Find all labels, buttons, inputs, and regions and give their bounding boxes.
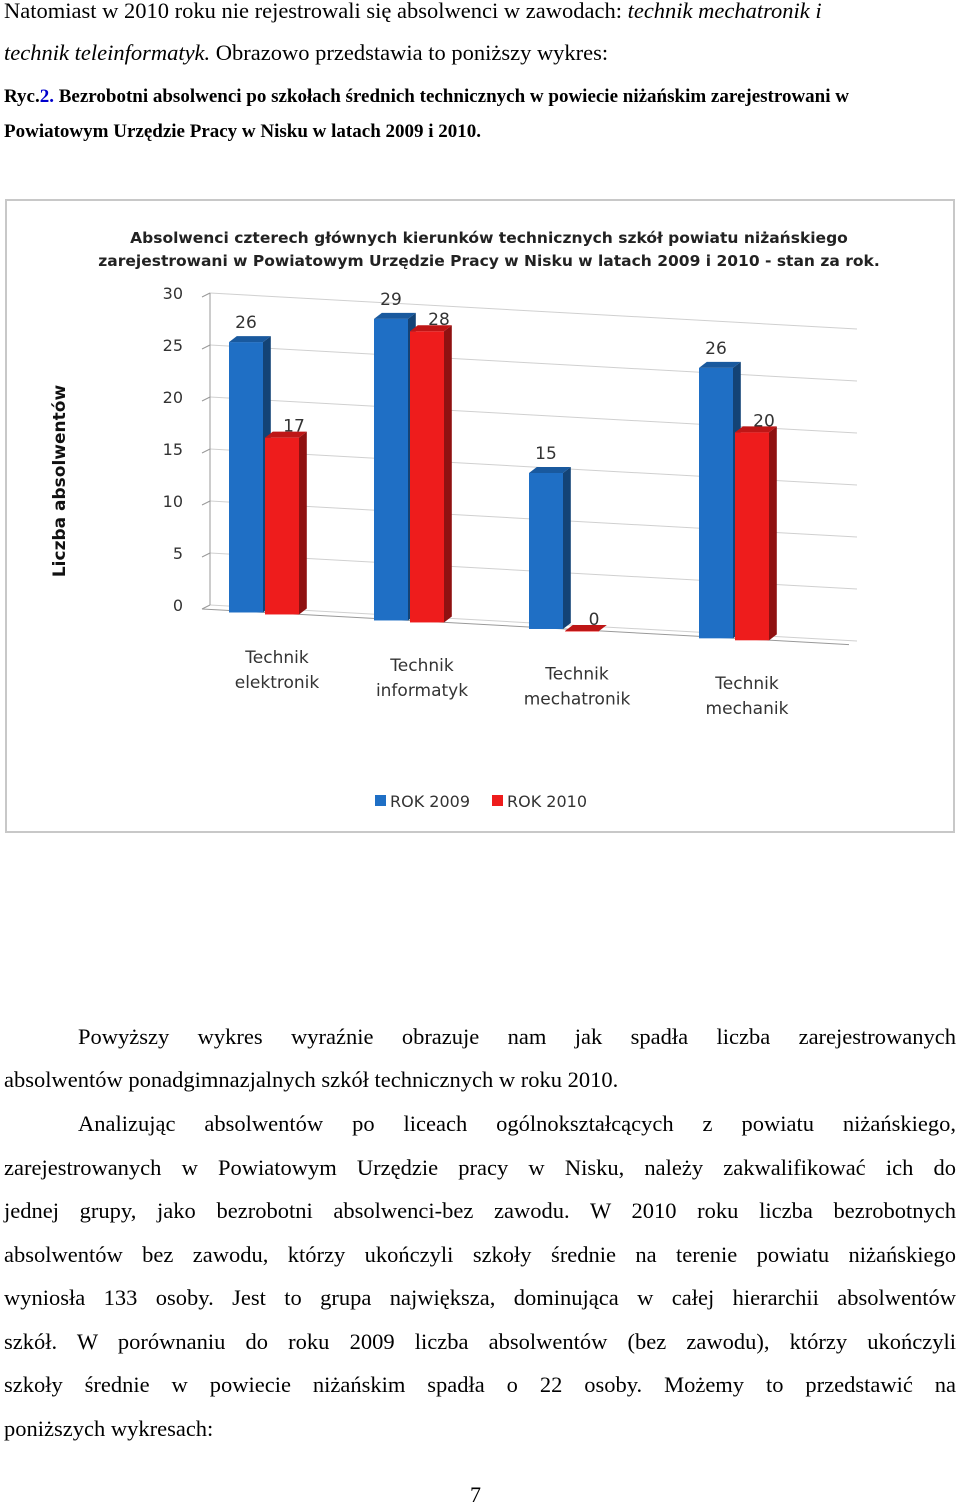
line1-plain: Natomiast w 2010 roku nie rejestrowali się absolwenci w zawodach: <box>4 0 628 23</box>
gridline <box>210 293 857 329</box>
y-tick <box>202 345 210 349</box>
chart-title-line-1: Absolwenci czterech głównych kierunków technicznych szkół powiatu niżańskiego <box>130 229 848 247</box>
bar-value-label: 17 <box>283 416 305 437</box>
y-tick <box>202 553 210 557</box>
y-tick <box>202 449 210 453</box>
para1-line-1: Powyższy wykres wyraźnie obrazuje nam jak spadła liczba zarejestrowanych <box>78 1024 956 1049</box>
text-line-2 <box>4 38 956 68</box>
y-tick-label: 30 <box>162 284 183 303</box>
x-category-label: Technik <box>715 673 779 694</box>
x-category-label: Technik <box>545 664 609 685</box>
bar-side <box>769 426 777 640</box>
figure-caption-line-2 <box>4 117 956 147</box>
figure-caption-line-1 <box>4 82 956 112</box>
y-tick <box>202 501 210 505</box>
bar-value-label: 28 <box>428 310 450 331</box>
para1-line-2: absolwentów ponadgimnazjalnych szkół technicznych w roku 2010. <box>4 1067 619 1092</box>
y-tick-label: 20 <box>162 388 183 407</box>
caption-text-2: Powiatowym Urzędzie Pracy w Nisku w latach 2009 i 2010. <box>4 121 482 142</box>
bar-side <box>299 432 307 615</box>
bar-rok-2010 <box>265 438 299 615</box>
para2-line-4: absolwentów bez zawodu, którzy ukończyli szkoły średnie na terenie powiatu niżańskiego <box>4 1242 956 1267</box>
y-tick-label: 5 <box>172 544 183 563</box>
legend-label: ROK 2009 <box>390 792 471 811</box>
legend-label: ROK 2010 <box>507 792 588 811</box>
line1-italic: technik mechatronik i <box>627 0 822 23</box>
para2-line-2: zarejestrowanych w Powiatowym Urzędzie pracy w Nisku, należy zakwalifikować ich do <box>4 1155 956 1180</box>
line2-italic: technik teleinformatyk. <box>4 40 211 65</box>
page-number: 7 <box>470 1482 481 1507</box>
y-tick-label: 15 <box>162 440 183 459</box>
bar-value-label: 0 <box>588 609 600 630</box>
bar-value-label: 26 <box>705 338 727 359</box>
y-tick-label: 0 <box>172 596 183 615</box>
bar-rok-2009 <box>529 473 563 629</box>
bar-rok-2010 <box>735 432 769 640</box>
y-tick <box>202 397 210 401</box>
x-category-label: informatyk <box>375 681 469 702</box>
y-tick-label: 25 <box>162 336 183 355</box>
gridline <box>210 345 857 381</box>
bar-value-label: 20 <box>753 411 775 432</box>
caption-tag: Ryc. <box>4 86 40 107</box>
para2-line-7: szkoły średnie w powiecie niżańskim spadła o 22 osoby. Możemy to przedstawić na <box>4 1372 956 1397</box>
bar-chart <box>5 199 955 833</box>
bar-chart-svg <box>7 201 957 835</box>
para2-line-5: wyniosła 133 osoby. Jest to grupa największa, dominująca w całej hierarchii absolwentów <box>4 1285 956 1310</box>
bar-top <box>565 625 607 631</box>
x-category-label: mechanik <box>705 698 789 719</box>
legend-swatch <box>492 795 503 806</box>
para2-line-6: szkół. W porównaniu do roku 2009 liczba absolwentów (bez zawodu), którzy ukończyli <box>4 1329 956 1354</box>
y-tick <box>202 605 210 609</box>
bar-rok-2009 <box>699 368 733 638</box>
legend-swatch <box>375 795 386 806</box>
bar-rok-2009 <box>229 342 263 612</box>
bar-rok-2010 <box>410 331 444 622</box>
bar-side <box>444 325 452 622</box>
caption-number: 2. <box>39 86 54 107</box>
x-category-label: Technik <box>390 656 454 677</box>
x-category-label: Technik <box>245 648 309 669</box>
bar-side <box>563 467 571 629</box>
bar-value-label: 15 <box>535 443 557 464</box>
y-tick-label: 10 <box>162 492 183 511</box>
bar-value-label: 26 <box>235 313 257 334</box>
para2-line-3: jednej grupy, jako bezrobotni absolwenci-bez zawodu. W 2010 roku liczba bezrobotnych <box>4 1198 956 1223</box>
y-axis-label: Liczba absolwentów <box>50 384 70 578</box>
chart-title-line-2: zarejestrowani w Powiatowym Urzędzie Pracy w Nisku w latach 2009 i 2010 - stan za rok. <box>98 252 880 270</box>
line2-plain: Obrazowo przedstawia to poniższy wykres: <box>210 40 609 65</box>
caption-text-1: Bezrobotni absolwenci po szkołach średnich technicznych w powiecie niżańskim zarejestrowani w <box>54 86 849 107</box>
bar-value-label: 29 <box>380 289 402 310</box>
y-tick <box>202 293 210 297</box>
para2-line-1: Analizując absolwentów po liceach ogólnokształcących z powiatu niżańskiego, <box>78 1111 956 1136</box>
bar-rok-2009 <box>374 319 408 621</box>
para2-line-8: poniższych wykresach: <box>4 1416 214 1441</box>
bar-rok-2010 <box>565 631 599 632</box>
x-category-label: elektronik <box>234 673 320 694</box>
text-line-1 <box>4 0 956 26</box>
x-category-label: mechatronik <box>523 689 631 710</box>
